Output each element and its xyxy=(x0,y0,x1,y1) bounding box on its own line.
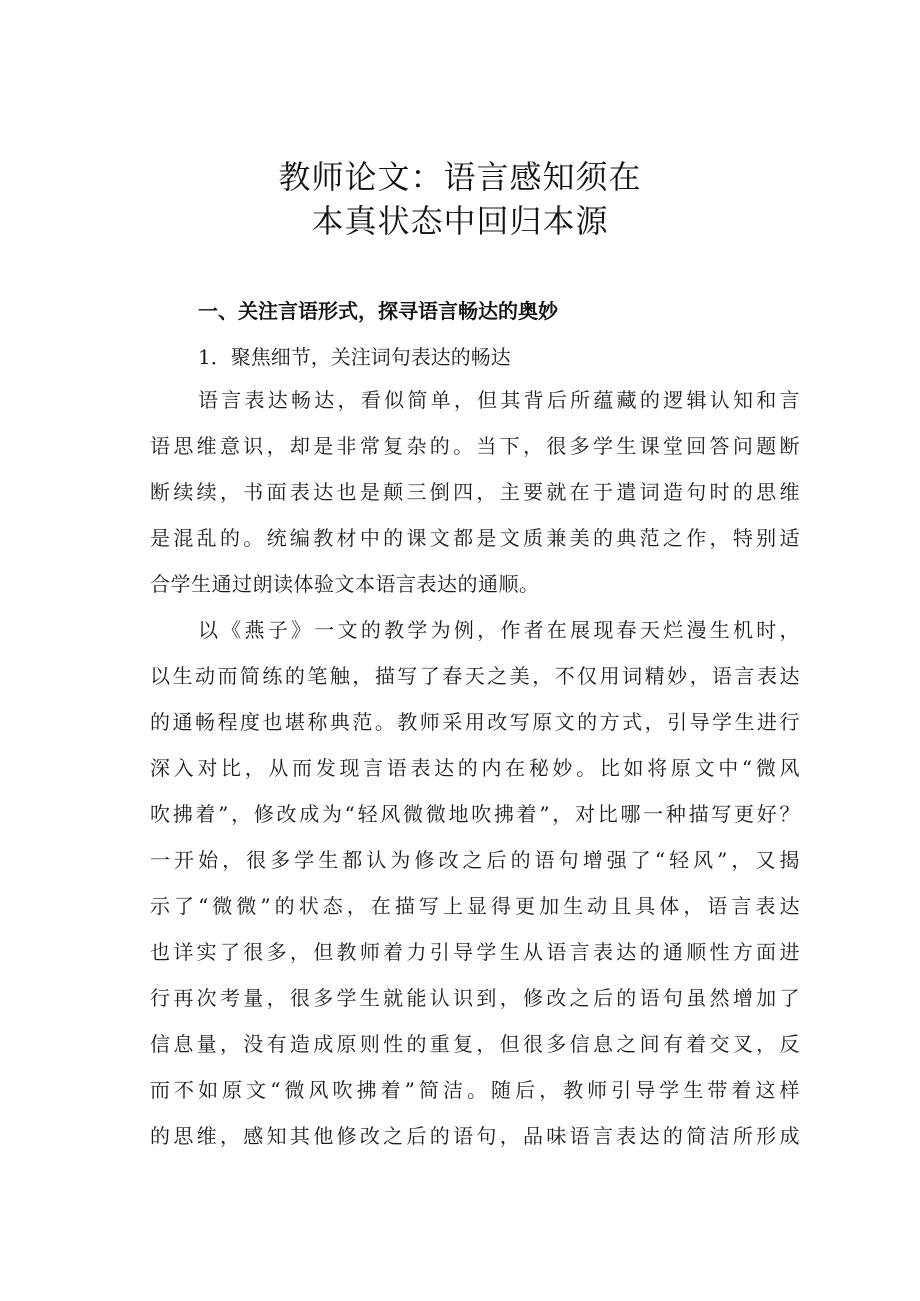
paragraph-2-line: 而不如原文“微风吹拂着”简洁。随后，教师引导学生带着这样 xyxy=(150,1078,800,1102)
paragraph-2-line: 示了“微微”的状态，在描写上显得更加生动且具体，语言表达 xyxy=(150,894,800,918)
paragraph-2-line: 的思维，感知其他修改之后的语句，品味语言表达的简洁所形成 xyxy=(150,1124,800,1148)
paragraph-1-line: 是混乱的。统编教材中的课文都是文质兼美的典范之作，特别适 xyxy=(150,526,800,550)
paragraph-1-line: 断续续，书面表达也是颠三倒四，主要就在于遣词造句时的思维 xyxy=(150,480,800,504)
paragraph-2-line: 信息量，没有造成原则性的重复，但很多信息之间有着交叉，反 xyxy=(150,1032,800,1056)
document-title-line-1: 教师论文：语言感知须在 xyxy=(278,158,642,196)
paragraph-2-line: 以《燕子》一文的教学为例，作者在展现春天烂漫生机时， xyxy=(198,618,800,642)
paragraph-2-line: 的通畅程度也堪称典范。教师采用改写原文的方式，引导学生进行 xyxy=(150,710,800,734)
paragraph-2-line: 行再次考量，很多学生就能认识到，修改之后的语句虽然增加了 xyxy=(150,986,800,1010)
paragraph-1-line: 合学生通过朗读体验文本语言表达的通顺。 xyxy=(150,572,540,596)
paragraph-2-line: 一开始，很多学生都认为修改之后的语句增强了“轻风”，又揭 xyxy=(150,848,800,872)
paragraph-2-line: 深入对比，从而发现言语表达的内在秘妙。比如将原文中“微风 xyxy=(150,756,800,780)
document-title-line-2: 本真状态中回归本源 xyxy=(311,202,609,240)
paragraph-2-line: 也详实了很多，但教师着力引导学生从语言表达的通顺性方面进 xyxy=(150,940,800,964)
section-heading: 一、关注言语形式，探寻语言畅达的奥妙 xyxy=(198,299,558,323)
paragraph-1-line: 语言表达畅达，看似简单，但其背后所蕴藏的逻辑认知和言 xyxy=(198,388,800,412)
paragraph-1-line: 语思维意识，却是非常复杂的。当下，很多学生课堂回答问题断 xyxy=(150,434,800,458)
paragraph-2-line: 以生动而简练的笔触，描写了春天之美，不仅用词精妙，语言表达 xyxy=(150,664,800,688)
subheading: 1．聚焦细节，关注词句表达的畅达 xyxy=(198,345,511,369)
paragraph-2-line: 吹拂着”，修改成为“轻风微微地吹拂着”，对比哪一种描写更好？ xyxy=(150,802,800,826)
